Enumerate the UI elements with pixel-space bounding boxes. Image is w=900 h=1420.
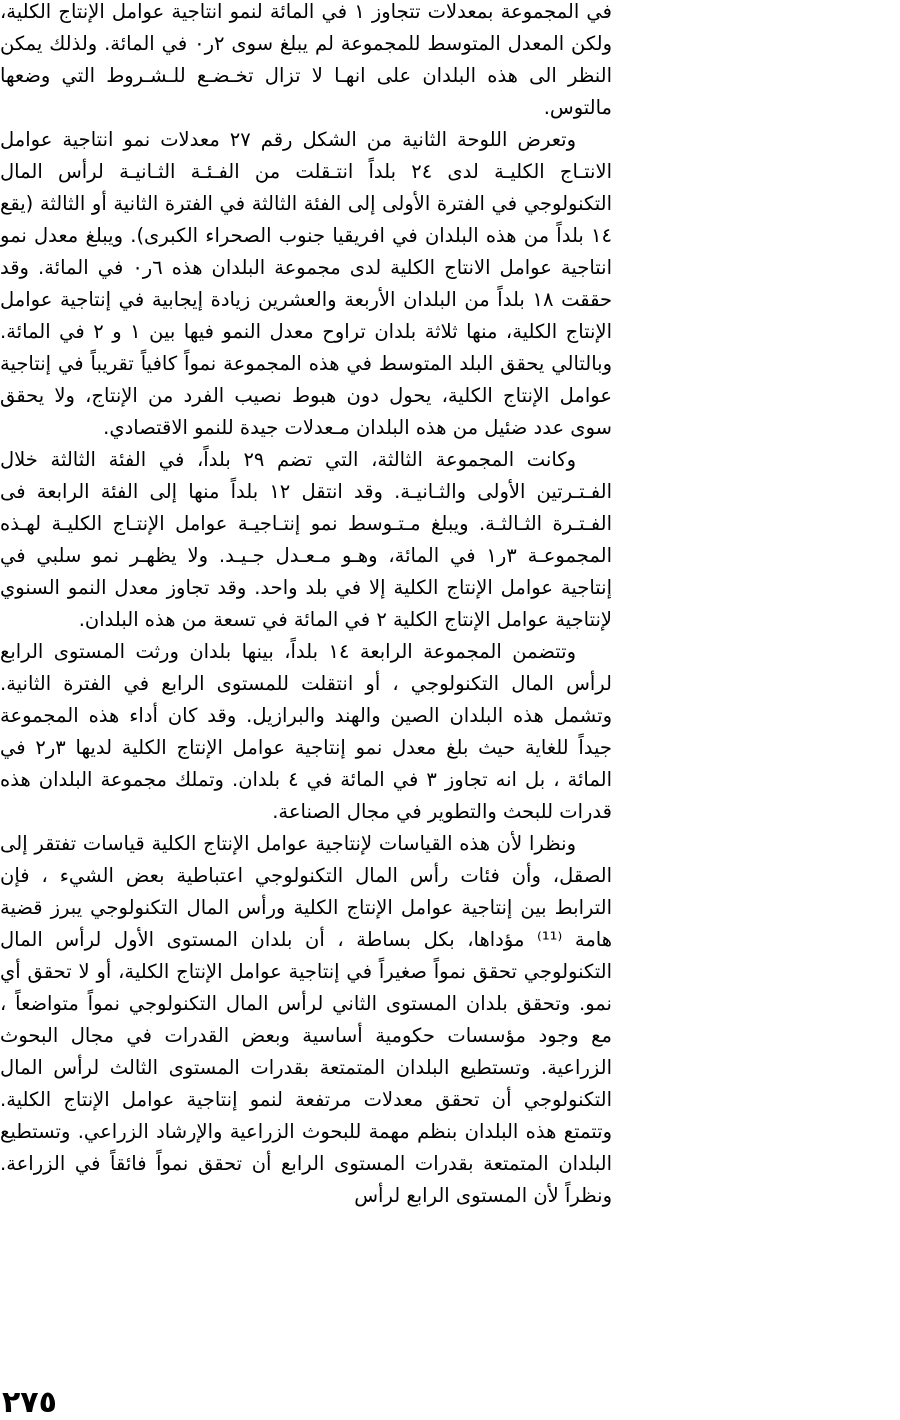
paragraph-1: في المجموعة بمعدلات تتجاوز ١ في المائة لنمو انتاجية عوامل الإنتاج الكلية، ولكن المعدل المتوسط للمجموعة لم يبلغ سوى ٢ر٠ في المائة. ولذلك يمكن النظر الى هذه البلدان على انهـا لا تزال تخـضـع للـشـروط التي وضعها مالتوس. [0, 0, 613, 119]
paragraph-4: وتتضمن المجموعة الرابعة ١٤ بلداً، بينها بلدان ورثت المستوى الرابع لرأس المال التكنولوجي ، أو انتقلت للمستوى الرابع في الفترة الثانية. وتشمل هذه البلدان الصين والهند والبرازيل. وقد كان أداء هذه المجموعة جيداً للغاية حيث بلغ معدل نمو إنتاجية عوامل الإنتاج الكلية لديها ٣ر٢ في المائة ، بل انه تجاوز ٣ في المائة في ٤ بلدان. وتملك مجموعة البلدان هذه قدرات للبحث والتطوير في مجال الصناعة. [0, 640, 613, 823]
paragraph-2: وتعرض اللوحة الثانية من الشكل رقم ٢٧ معدلات نمو انتاجية عوامل الانتـاج الكليـة لدى ٢٤ بلداً انتـقلت من الفـئـة الثـانيـة لرأس المال التكنولوجي في الفترة الأولى إلى الفئة الثالثة في الفترة الثانية أو الثالثة (يقع ١٤ بلداً من هذه البلدان في افريقيا جنوب الصحراء الكبرى). ويبلغ معدل نمو انتاجية عوامل الانتاج الكلية لدى مجموعة البلدان هذه ٦ر٠ في المائة. وقد حققت ١٨ بلداً من البلدان الأربعة والعشرين زيادة إيجابية في إنتاجية عوامل الإنتاج الكلية، منها ثلاثة بلدان تراوح معدل النمو فيها بين ١ و ٢ في المائة. وبالتالي يحقق البلد المتوسط في هذه المجموعة نمواً كافياً تقريباً في إنتاجية عوامل الإنتاج الكلية، يحول دون هبوط نصيب الفرد من الإنتاج، ولا يحقق سوى عدد ضئيل من هذه البلدان مـعدلات جيدة للنمو الاقتصادي. [0, 128, 613, 439]
paragraph-3: وكانت المجموعة الثالثة، التي تضم ٢٩ بلداً، في الفئة الثالثة خلال الفـتـرتين الأولى والثـانيـة. وقد انتقل ١٢ بلداً منها إلى الفئة الرابعة فى الفـتـرة الثـالثـة. ويبلغ مـتـوسط نمو إنتـاجيـة عوامل الإنتـاج الكليـة لهـذه المجموعـة ٣ر١ في المائة، وهـو مـعـدل جـيـد. ولا يظهـر نمو سلبي في إنتاجية عوامل الإنتاج الكلية إلا في بلد واحد. وقد تجاوز معدل النمو السنوي لإنتاجية عوامل الإنتاج الكلية ٢ في المائة في تسعة من هذه البلدان. [0, 448, 613, 631]
paragraph-5: ونظرا لأن هذه القياسات لإنتاجية عوامل الإنتاج الكلية قياسات تفتقر إلى الصقل، وأن فئات رأس المال التكنولوجي اعتباطية بعض الشيء ، فإن الترابط بين إنتاجية عوامل الإنتاج الكلية ورأس المال التكنولوجي يبرز قضية هامة ⁽¹¹⁾ مؤداها، بكل بساطة ، أن بلدان المستوى الأول لرأس المال التكنولوجي تحقق نمواً صغيراً في إنتاجية عوامل الإنتاج الكلية، أو لا تحقق أي نمو. وتحقق بلدان المستوى الثاني لرأس المال التكنولوجي نمواً متواضعاً ، مع وجود مؤسسات حكومية أساسية وبعض القدرات في مجال البحوث الزراعية. وتستطيع البلدان المتمتعة بقدرات المستوى الثالث لرأس المال التكنولوجي أن تحقق معدلات مرتفعة لنمو إنتاجية عوامل الإنتاج الكلية. وتتمتع هذه البلدان بنظم مهمة للبحوث الزراعية والإرشاد الزراعي. وتستطيع البلدان المتمتعة بقدرات المستوى الرابع أن تحقق نمواً فائقاً في الزراعة. ونظراً لأن المستوى الرابع لرأس [0, 832, 612, 1207]
page-number: ٢٧٥ [2, 1385, 57, 1420]
